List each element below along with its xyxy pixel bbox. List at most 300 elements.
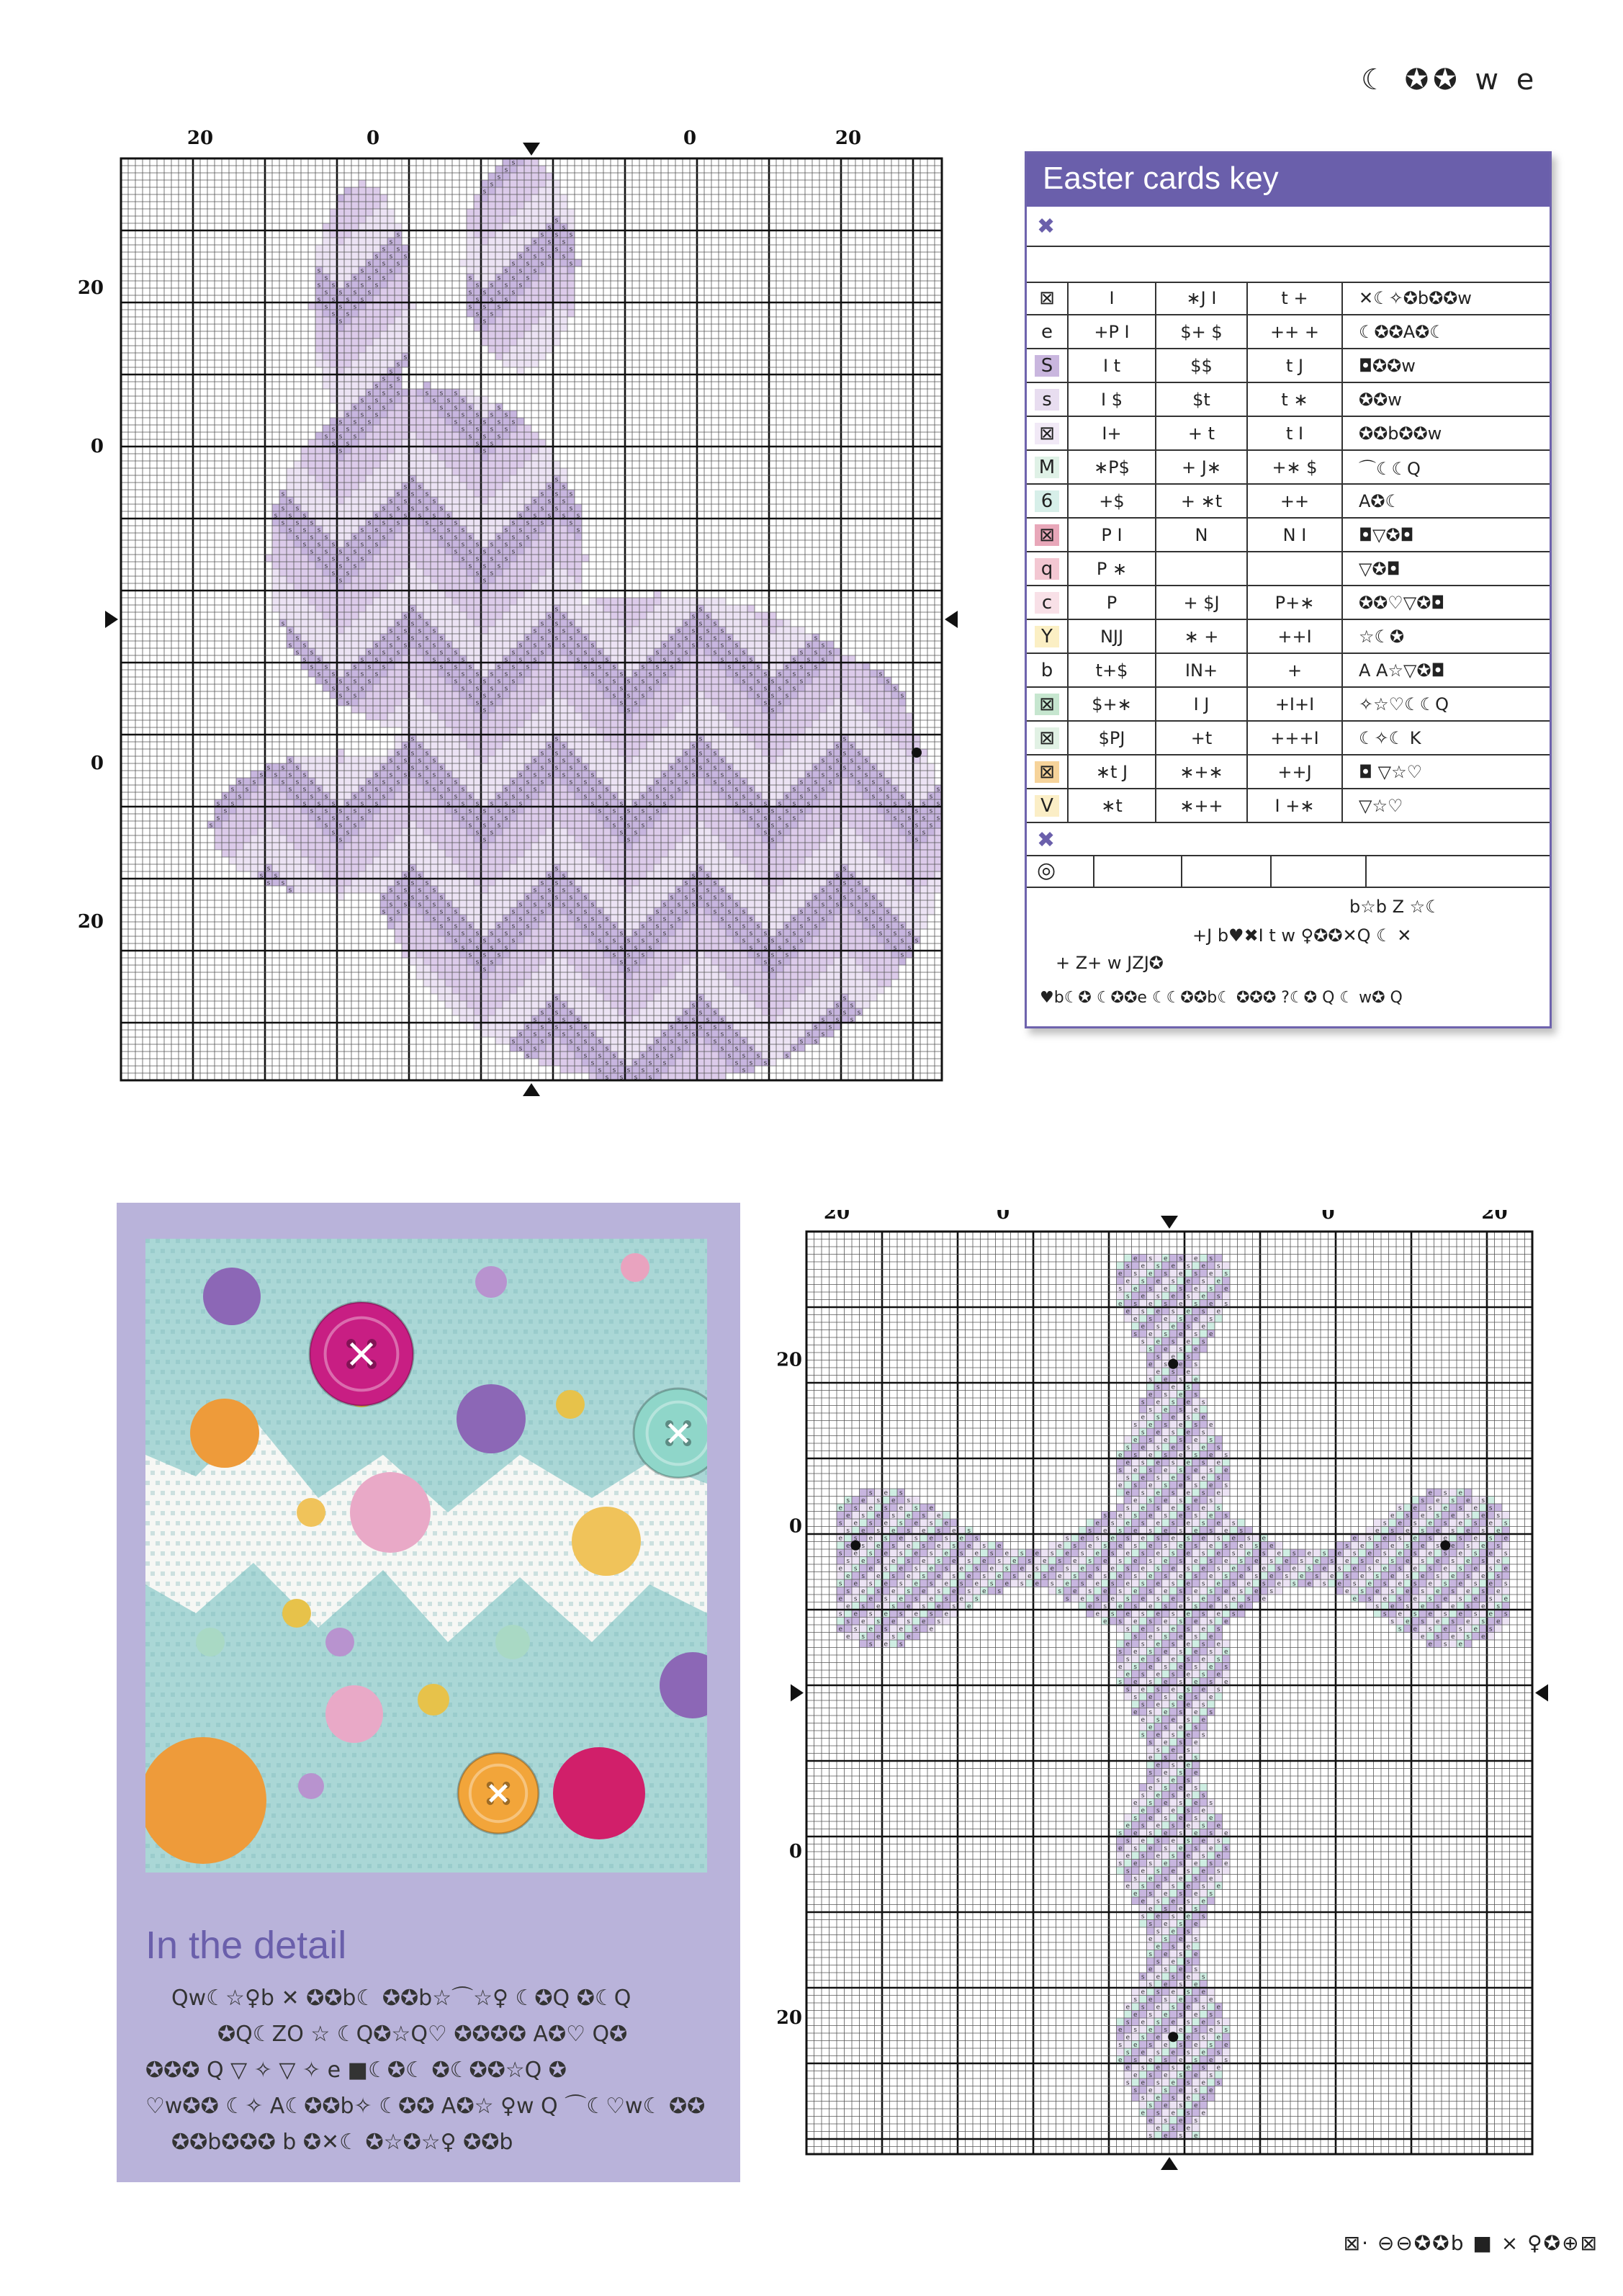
svg-text:s: s	[554, 505, 559, 513]
key-symbol: ⊠	[1035, 727, 1059, 749]
key-row	[1027, 282, 1550, 315]
svg-text:s: s	[346, 541, 350, 549]
key-row	[1027, 654, 1550, 688]
svg-text:s: s	[274, 512, 278, 520]
svg-text:s: s	[482, 188, 487, 196]
svg-text:s: s	[396, 519, 400, 527]
svg-text:s: s	[403, 642, 408, 650]
svg-text:s: s	[554, 606, 559, 614]
svg-text:s: s	[526, 793, 530, 801]
svg-text:s: s	[389, 368, 393, 376]
svg-text:s: s	[295, 634, 300, 642]
svg-text:s: s	[439, 663, 444, 671]
svg-text:s: s	[814, 663, 818, 671]
svg-text:s: s	[439, 793, 444, 801]
key-cell-c3: ++I	[1246, 620, 1341, 653]
svg-text:s: s	[540, 519, 544, 527]
svg-text:s: s	[374, 397, 379, 405]
svg-text:s: s	[706, 771, 710, 779]
svg-text:s: s	[317, 267, 321, 275]
svg-text:s: s	[533, 253, 537, 261]
svg-text:s: s	[540, 490, 544, 498]
left-tick-group	[78, 277, 104, 933]
svg-text:s: s	[410, 764, 415, 772]
svg-text:s: s	[338, 692, 343, 700]
svg-text:s: s	[382, 246, 386, 254]
svg-text:s: s	[547, 642, 552, 650]
svg-text:s: s	[605, 800, 609, 808]
key-row	[1027, 755, 1550, 789]
left-tick-label: 20	[778, 2007, 802, 2029]
svg-text:s: s	[403, 498, 408, 506]
svg-text:s: s	[360, 267, 364, 275]
svg-text:s: s	[814, 764, 818, 772]
key-cell-c1: P	[1067, 586, 1155, 619]
svg-text:s: s	[490, 282, 494, 290]
svg-text:s: s	[763, 699, 768, 707]
svg-text:s: s	[259, 771, 264, 779]
svg-text:s: s	[382, 260, 386, 268]
key-cell-c4: ◘✪✪w	[1341, 349, 1511, 382]
svg-text:s: s	[432, 627, 436, 635]
svg-text:s: s	[569, 620, 573, 628]
key-cell-c3: N I	[1246, 519, 1341, 551]
bunny-cross-stitch-chart	[77, 127, 979, 1124]
key-cell-c2: $t	[1155, 383, 1246, 416]
svg-text:s: s	[626, 692, 631, 700]
top-tick-label: 0	[1321, 1210, 1335, 1224]
svg-text:s: s	[497, 678, 501, 686]
svg-text:s: s	[281, 764, 285, 772]
svg-text:s: s	[562, 512, 566, 520]
page-footer-mark: ⊠· ⊖⊖✪✪b ■ × ♀✪⊕⊠	[1343, 2231, 1599, 2255]
svg-text:s: s	[338, 562, 343, 570]
svg-text:s: s	[504, 426, 508, 434]
svg-text:s: s	[504, 411, 508, 419]
svg-text:s: s	[770, 678, 775, 686]
svg-text:s: s	[497, 793, 501, 801]
stitched-dot	[203, 1268, 261, 1325]
key-symbol: s	[1035, 389, 1059, 411]
stitched-dot	[475, 1266, 507, 1298]
svg-text:s: s	[547, 512, 552, 520]
svg-text:s: s	[461, 426, 465, 434]
svg-text:s: s	[374, 267, 379, 275]
svg-text:s: s	[461, 411, 465, 419]
svg-text:s: s	[338, 318, 343, 326]
key-row	[1027, 722, 1550, 755]
svg-text:s: s	[454, 663, 458, 671]
svg-text:s: s	[562, 498, 566, 506]
svg-text:s: s	[569, 779, 573, 786]
svg-text:s: s	[482, 548, 487, 556]
top-tick-label: 20	[823, 1210, 850, 1224]
svg-text:s: s	[367, 418, 372, 426]
svg-text:s: s	[641, 663, 645, 671]
svg-text:s: s	[864, 757, 868, 765]
svg-text:s: s	[482, 707, 487, 714]
svg-text:s: s	[346, 671, 350, 678]
svg-text:s: s	[475, 555, 480, 563]
svg-text:s: s	[648, 685, 652, 693]
svg-text:s: s	[533, 512, 537, 520]
svg-text:s: s	[634, 671, 638, 678]
svg-text:s: s	[418, 627, 422, 635]
svg-text:s: s	[713, 764, 717, 772]
svg-text:s: s	[389, 397, 393, 405]
svg-text:s: s	[374, 382, 379, 390]
svg-text:s: s	[482, 562, 487, 570]
svg-text:s: s	[497, 404, 501, 412]
svg-text:s: s	[684, 649, 688, 657]
svg-text:s: s	[410, 490, 415, 498]
svg-text:s: s	[504, 786, 508, 794]
svg-text:s: s	[310, 793, 314, 801]
svg-text:s: s	[360, 426, 364, 434]
svg-text:s: s	[821, 642, 825, 650]
svg-text:s: s	[331, 671, 336, 678]
svg-text:s: s	[490, 411, 494, 419]
key-cell-c1: t+$	[1067, 654, 1155, 686]
svg-text:s: s	[562, 238, 566, 246]
svg-text:s: s	[900, 793, 904, 801]
svg-text:s: s	[511, 793, 516, 801]
svg-text:s: s	[792, 786, 796, 794]
svg-text:s: s	[382, 634, 386, 642]
svg-text:s: s	[583, 793, 588, 801]
svg-text:s: s	[770, 692, 775, 700]
svg-text:s: s	[734, 800, 739, 808]
svg-text:s: s	[576, 757, 580, 765]
svg-text:s: s	[691, 757, 696, 765]
key-header-row	[1027, 246, 1550, 283]
svg-text:s: s	[396, 764, 400, 772]
svg-text:s: s	[698, 620, 703, 628]
key-symbol: M	[1035, 457, 1059, 478]
svg-text:s: s	[360, 671, 364, 678]
svg-text:s: s	[367, 663, 372, 671]
centre-arrow-left-icon	[105, 611, 118, 628]
svg-text:s: s	[540, 649, 544, 657]
svg-text:s: s	[425, 390, 429, 398]
svg-text:s: s	[490, 570, 494, 578]
svg-text:s: s	[706, 757, 710, 765]
svg-text:s: s	[806, 800, 811, 808]
svg-text:s: s	[526, 764, 530, 772]
key-symbol: ⊠	[1035, 761, 1059, 783]
key-cell-c3: t +	[1246, 282, 1341, 314]
stitch-marker-dot	[1168, 2032, 1178, 2042]
svg-text:s: s	[670, 779, 674, 786]
svg-text:s: s	[331, 282, 336, 290]
svg-text:s: s	[583, 634, 588, 642]
svg-text:s: s	[490, 296, 494, 304]
svg-text:s: s	[302, 800, 307, 808]
svg-text:s: s	[497, 692, 501, 700]
svg-text:s: s	[698, 634, 703, 642]
svg-text:s: s	[562, 613, 566, 621]
svg-text:s: s	[331, 541, 336, 549]
key-symbol: ⊠	[1035, 694, 1059, 715]
svg-text:s: s	[490, 440, 494, 448]
svg-text:s: s	[367, 649, 372, 657]
svg-text:s: s	[389, 512, 393, 520]
key-cell-c1: P I	[1067, 519, 1155, 551]
svg-text:s: s	[734, 786, 739, 794]
svg-text:s: s	[727, 663, 732, 671]
svg-text:s: s	[641, 692, 645, 700]
svg-text:s: s	[274, 771, 278, 779]
svg-text:s: s	[634, 685, 638, 693]
svg-text:s: s	[547, 238, 552, 246]
svg-text:s: s	[590, 786, 595, 794]
svg-text:s: s	[324, 562, 328, 570]
svg-text:s: s	[403, 627, 408, 635]
key-cell-c1: I $	[1067, 383, 1155, 416]
svg-text:s: s	[439, 649, 444, 657]
stitched-dot	[556, 1390, 585, 1419]
svg-text:s: s	[533, 757, 537, 765]
svg-text:s: s	[799, 779, 804, 786]
svg-text:s: s	[302, 642, 307, 650]
svg-text:s: s	[511, 159, 516, 167]
key-cell-c1: $PJ	[1067, 722, 1155, 754]
svg-text:s: s	[554, 217, 559, 225]
svg-text:s: s	[684, 634, 688, 642]
svg-text:s: s	[360, 800, 364, 808]
key-blend-row	[1027, 855, 1550, 888]
svg-text:s: s	[360, 685, 364, 693]
svg-text:s: s	[749, 685, 753, 693]
svg-text:s: s	[353, 404, 357, 412]
svg-text:s: s	[310, 663, 314, 671]
svg-text:s: s	[374, 642, 379, 650]
svg-text:s: s	[936, 800, 940, 808]
stitched-dot	[621, 1253, 649, 1282]
svg-text:s: s	[310, 779, 314, 786]
top-tick-label: 20	[186, 127, 214, 149]
svg-text:s: s	[814, 793, 818, 801]
svg-text:s: s	[821, 771, 825, 779]
svg-text:s: s	[576, 526, 580, 534]
left-tick-label: 0	[788, 1515, 802, 1538]
svg-text:s: s	[626, 707, 631, 714]
svg-text:s: s	[331, 570, 336, 578]
svg-text:s: s	[857, 779, 861, 786]
svg-text:s: s	[382, 519, 386, 527]
svg-text:s: s	[526, 649, 530, 657]
svg-text:s: s	[389, 642, 393, 650]
svg-text:s: s	[576, 786, 580, 794]
top-tick-label: 0	[996, 1210, 1010, 1224]
svg-text:s: s	[922, 800, 926, 808]
key-cell-c3: I +∗	[1246, 789, 1341, 822]
svg-text:s: s	[324, 303, 328, 311]
svg-text:s: s	[382, 390, 386, 398]
svg-text:s: s	[806, 642, 811, 650]
svg-text:s: s	[410, 620, 415, 628]
svg-text:s: s	[468, 793, 472, 801]
svg-text:s: s	[410, 505, 415, 513]
stitch-marker-dot	[1168, 1359, 1178, 1369]
key-symbol: b	[1035, 660, 1059, 681]
svg-text:s: s	[806, 671, 811, 678]
svg-text:s: s	[547, 253, 552, 261]
svg-text:s: s	[425, 750, 429, 758]
svg-text:s: s	[713, 750, 717, 758]
centre-arrow-bottom-icon	[523, 1083, 540, 1096]
svg-text:s: s	[742, 663, 746, 671]
svg-text:s: s	[468, 663, 472, 671]
svg-text:s: s	[288, 771, 292, 779]
key-cell-c2: IN+	[1155, 654, 1246, 686]
svg-text:s: s	[346, 685, 350, 693]
svg-text:s: s	[785, 692, 789, 700]
svg-text:s: s	[662, 642, 667, 650]
svg-text:s: s	[576, 656, 580, 664]
svg-text:s: s	[324, 793, 328, 801]
stitch-marker-dot	[1440, 1541, 1450, 1551]
svg-text:s: s	[569, 519, 573, 527]
svg-text:s: s	[828, 649, 832, 657]
key-note-2: +J b♥✖I t w ♀✪✪✕Q ☾ ✕	[1192, 925, 1412, 946]
svg-text:s: s	[706, 627, 710, 635]
key-cell-c2: ∗ +	[1155, 620, 1246, 653]
svg-text:s: s	[893, 685, 897, 693]
svg-text:s: s	[439, 505, 444, 513]
stitched-dot	[325, 1685, 383, 1743]
svg-text:s: s	[295, 764, 300, 772]
svg-text:s: s	[518, 526, 523, 534]
svg-text:s: s	[425, 764, 429, 772]
svg-text:s: s	[310, 519, 314, 527]
svg-text:s: s	[562, 757, 566, 765]
svg-text:s: s	[518, 267, 523, 275]
svg-text:s: s	[792, 800, 796, 808]
svg-text:s: s	[662, 671, 667, 678]
svg-text:s: s	[612, 678, 616, 686]
key-row	[1027, 417, 1550, 451]
svg-text:s: s	[511, 519, 516, 527]
svg-text:s: s	[612, 663, 616, 671]
svg-text:s: s	[410, 735, 415, 743]
svg-text:s: s	[317, 282, 321, 290]
svg-text:s: s	[382, 375, 386, 383]
key-cell-c2: ∗J I	[1155, 282, 1246, 314]
svg-text:s: s	[346, 282, 350, 290]
svg-text:s: s	[382, 764, 386, 772]
svg-text:s: s	[367, 678, 372, 686]
svg-text:s: s	[238, 779, 242, 786]
svg-text:s: s	[490, 426, 494, 434]
svg-text:s: s	[454, 519, 458, 527]
svg-text:s: s	[497, 174, 501, 181]
svg-text:s: s	[346, 310, 350, 318]
svg-text:s: s	[778, 800, 782, 808]
svg-text:s: s	[590, 800, 595, 808]
svg-text:s: s	[605, 671, 609, 678]
svg-text:s: s	[878, 800, 883, 808]
cross-stitches	[837, 1255, 1510, 2140]
svg-text:s: s	[446, 526, 451, 534]
svg-text:s: s	[382, 649, 386, 657]
stitched-dot	[572, 1507, 641, 1576]
svg-text:s: s	[446, 397, 451, 405]
centre-arrow-left-icon	[791, 1685, 804, 1702]
svg-text:s: s	[439, 634, 444, 642]
svg-text:s: s	[648, 671, 652, 678]
svg-text:s: s	[900, 692, 904, 700]
svg-text:s: s	[353, 303, 357, 311]
left-tick-label: 0	[788, 1841, 802, 1862]
svg-text:s: s	[497, 274, 501, 282]
svg-text:s: s	[684, 764, 688, 772]
svg-text:s: s	[583, 779, 588, 786]
svg-text:s: s	[468, 303, 472, 311]
svg-text:s: s	[389, 238, 393, 246]
svg-text:s: s	[691, 743, 696, 750]
svg-text:s: s	[418, 498, 422, 506]
svg-text:s: s	[763, 671, 768, 678]
svg-text:s: s	[504, 656, 508, 664]
key-cell-c2: + ∗t	[1155, 485, 1246, 517]
key-cell-c4: ✪✪♡▽✪◘	[1341, 586, 1511, 619]
svg-text:s: s	[598, 678, 602, 686]
svg-text:s: s	[223, 807, 228, 815]
svg-text:s: s	[432, 526, 436, 534]
svg-text:s: s	[353, 418, 357, 426]
svg-text:s: s	[626, 678, 631, 686]
svg-text:s: s	[540, 764, 544, 772]
svg-text:s: s	[389, 526, 393, 534]
key-row	[1027, 688, 1550, 722]
svg-text:s: s	[562, 253, 566, 261]
svg-text:s: s	[310, 807, 314, 815]
svg-text:s: s	[288, 642, 292, 650]
svg-text:s: s	[504, 282, 508, 290]
centre-arrow-top-icon	[1161, 1216, 1178, 1229]
svg-text:s: s	[533, 771, 537, 779]
svg-text:s: s	[526, 663, 530, 671]
svg-text:s: s	[374, 656, 379, 664]
svg-text:s: s	[454, 548, 458, 556]
svg-text:s: s	[886, 793, 890, 801]
svg-text:s: s	[821, 757, 825, 765]
top-tick-label: 0	[683, 127, 697, 149]
svg-text:s: s	[302, 512, 307, 520]
detail-line-4: ♡w✪✪ ☾✧ A☾✪✪b✧ ☾✪✪ A✪☆ ♀w Q ⌒☾♡w☾ ✪✪	[145, 2094, 706, 2119]
svg-text:s: s	[547, 757, 552, 765]
svg-text:s: s	[324, 807, 328, 815]
svg-text:s: s	[569, 231, 573, 239]
svg-text:s: s	[331, 440, 336, 448]
svg-text:s: s	[360, 282, 364, 290]
svg-text:s: s	[619, 699, 624, 707]
svg-text:s: s	[396, 375, 400, 383]
svg-text:s: s	[742, 678, 746, 686]
svg-text:s: s	[389, 786, 393, 794]
key-symbol: Y	[1035, 626, 1059, 647]
svg-text:s: s	[778, 671, 782, 678]
svg-text:s: s	[418, 642, 422, 650]
key-cell-c2: +t	[1155, 722, 1246, 754]
svg-text:s: s	[281, 490, 285, 498]
svg-text:s: s	[396, 620, 400, 628]
svg-text:s: s	[792, 685, 796, 693]
key-symbol: q	[1035, 558, 1059, 580]
cross-motif-cross-stitch-chart	[778, 1210, 1570, 2218]
svg-text:s: s	[850, 771, 854, 779]
